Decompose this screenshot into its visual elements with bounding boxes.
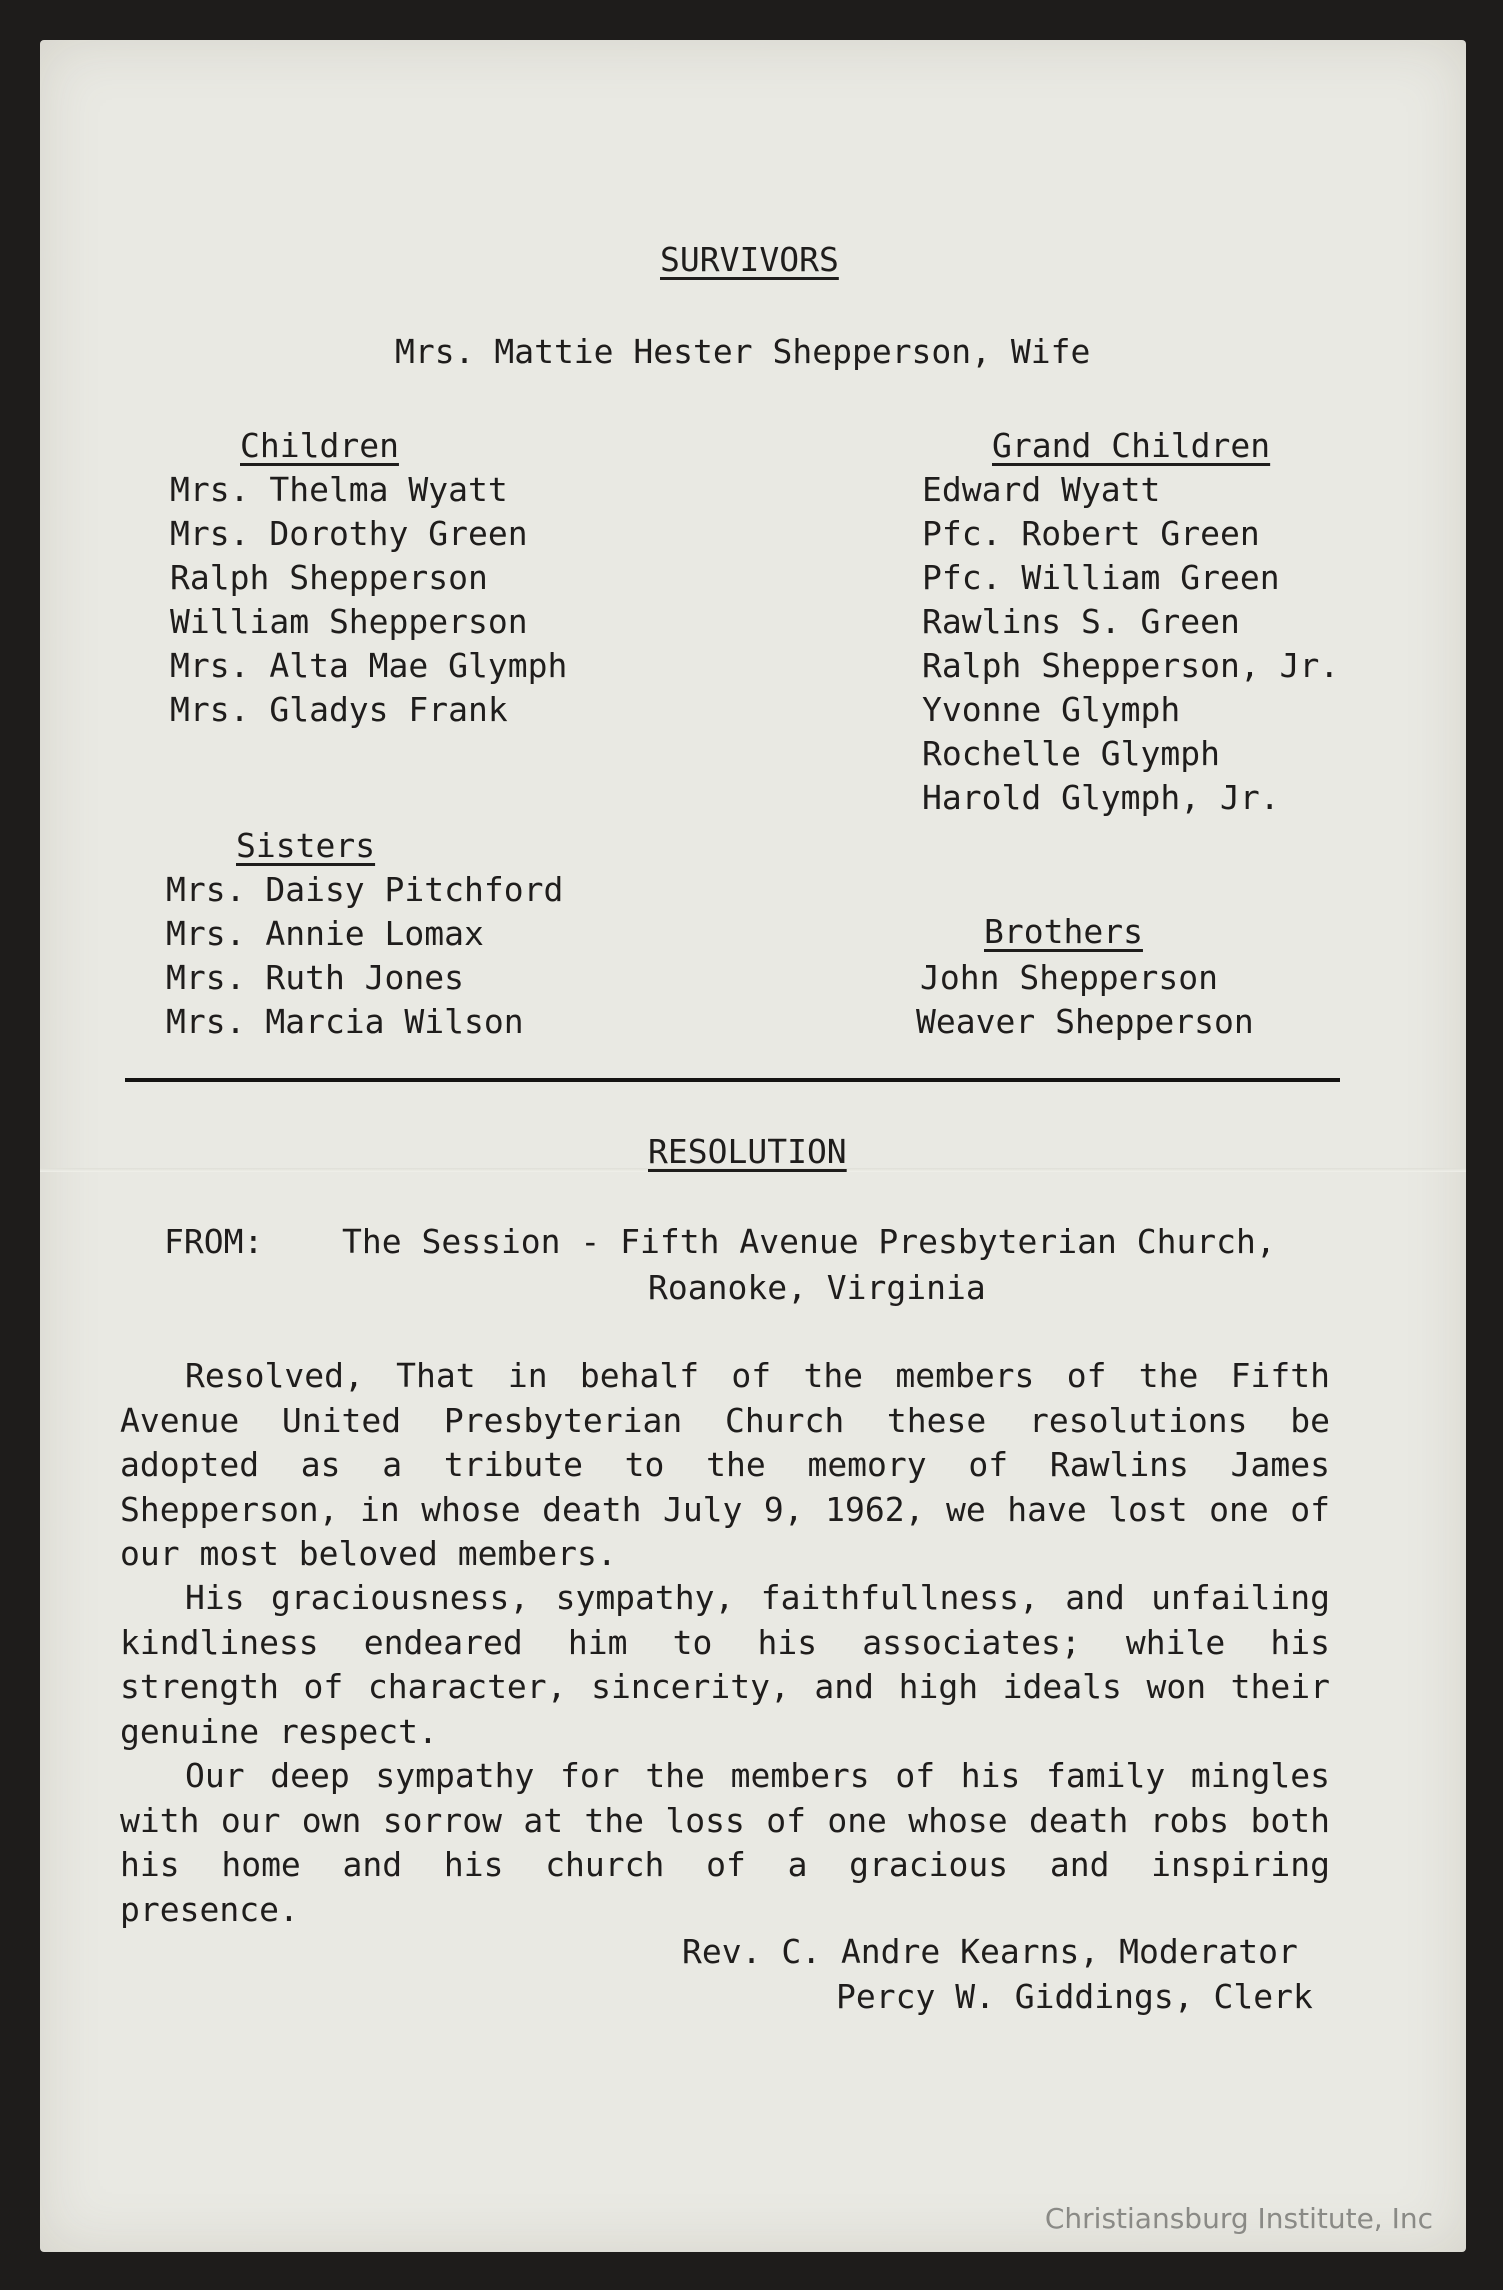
child-item: Ralph Shepperson — [170, 558, 488, 597]
sister-item: Mrs. Daisy Pitchford — [166, 870, 564, 909]
grandchild-item: Rochelle Glymph — [922, 734, 1221, 773]
from-label: FROM: — [164, 1222, 264, 1261]
from-line-1: The Session - Fifth Avenue Presbyterian Church, — [342, 1222, 1276, 1261]
sister-item: Mrs. Annie Lomax — [166, 914, 484, 953]
brother-item: John Shepperson — [920, 958, 1219, 997]
grandchild-item: Rawlins S. Green — [922, 602, 1240, 641]
grandchild-item: Pfc. William Green — [922, 558, 1280, 597]
resolution-paragraph-2: His graciousness, sympathy, faithfullness, and unfailing kindliness endeared him to his associates; while his strength of character, sincerity, and high ideals won their genuine respect. — [120, 1578, 1330, 1751]
brother-item: Weaver Shepperson — [916, 1002, 1254, 1041]
child-item: Mrs. Alta Mae Glymph — [170, 646, 568, 685]
watermark-text: Christiansburg Institute, Inc — [1044, 2202, 1433, 2235]
wife-line: Mrs. Mattie Hester Shepperson, Wife — [395, 332, 1091, 371]
grandchild-item: Edward Wyatt — [922, 470, 1161, 509]
sister-item: Mrs. Ruth Jones — [166, 958, 465, 997]
signature-clerk: Percy W. Giddings, Clerk — [836, 1977, 1313, 2016]
brothers-heading: Brothers — [984, 912, 1143, 951]
sisters-heading: Sisters — [236, 826, 376, 865]
resolution-paragraph-1: Resolved, That in behalf of the members of the Fifth Avenue United Presbyterian Church these resolutions be adopted as a tribute to the memory of Rawlins James Shepperson, in whose death July 9, 1962, we have lost one of our most beloved members. — [120, 1356, 1330, 1573]
grandchild-item: Harold Glymph, Jr. — [922, 778, 1280, 817]
signature-moderator: Rev. C. Andre Kearns, Moderator — [682, 1932, 1298, 1971]
resolution-paragraph-3: Our deep sympathy for the members of his family mingles with our own sorrow at the loss of one whose death robs both his home and his church of a gracious and inspiring presence. — [120, 1756, 1330, 1929]
grandchildren-heading: Grand Children — [992, 426, 1271, 465]
sister-item: Mrs. Marcia Wilson — [166, 1002, 524, 1041]
children-heading: Children — [240, 426, 399, 465]
resolution-heading: RESOLUTION — [648, 1132, 847, 1171]
from-line-2: Roanoke, Virginia — [648, 1268, 986, 1307]
survivors-heading: SURVIVORS — [660, 240, 839, 279]
child-item: Mrs. Thelma Wyatt — [170, 470, 508, 509]
child-item: Mrs. Dorothy Green — [170, 514, 528, 553]
section-divider — [125, 1078, 1340, 1082]
grandchild-item: Yvonne Glymph — [922, 690, 1181, 729]
grandchild-item: Pfc. Robert Green — [922, 514, 1260, 553]
grandchild-item: Ralph Shepperson, Jr. — [922, 646, 1340, 685]
child-item: Mrs. Gladys Frank — [170, 690, 508, 729]
child-item: William Shepperson — [170, 602, 528, 641]
